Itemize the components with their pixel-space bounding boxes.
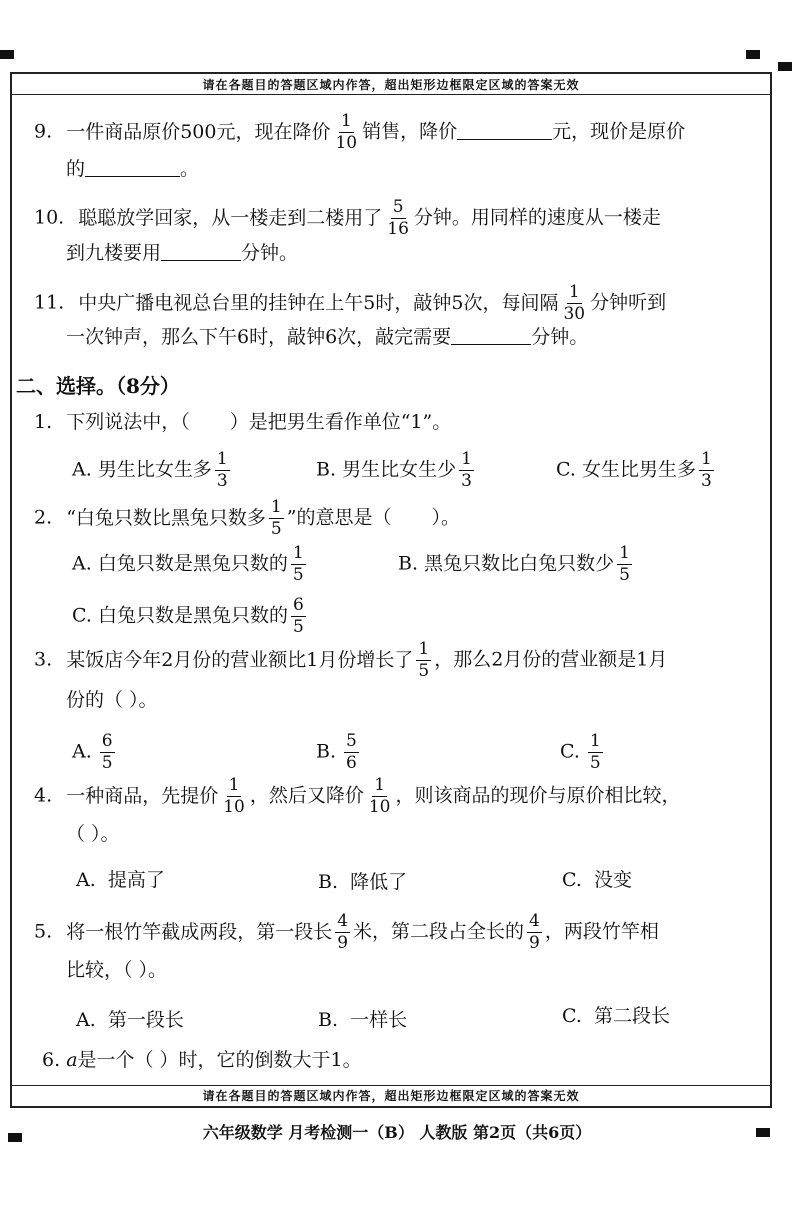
question-text: 聪聪放学回家，从一楼走到二楼用了 [78, 206, 383, 229]
question-text: 一件商品原价500元，现在降价 [66, 120, 331, 143]
registration-mark-top-left [0, 50, 14, 59]
question-text: ”的意思是（ [286, 506, 392, 529]
question-text: ，则该商品的现价与原价相比较， [395, 784, 681, 807]
question-text: 分钟。 [531, 326, 589, 348]
choice-question-4-line-2: （ ）。 [66, 823, 120, 845]
registration-mark-top-far-right [778, 62, 792, 71]
fraction: $\frac{1}{10}$ [368, 775, 391, 817]
choice-1-option-c[interactable]: C. 女生比男生多 $\frac{1}{3}$ [556, 449, 712, 491]
question-number: 11. [34, 291, 65, 314]
question-11-line-2 [66, 324, 588, 349]
choice-5-option-c[interactable]: C. 第二段长 [562, 1005, 671, 1027]
question-text: 米，第二段占全长的 [353, 920, 525, 943]
choice-3-option-c[interactable]: C. $\frac{1}{5}$ [560, 731, 601, 773]
choice-4-option-a[interactable]: A. 提高了 [76, 869, 165, 891]
question-text: 某饭店今年2月份的营业额比1月份增长了 [66, 648, 414, 671]
question-text: 一种商品，先提价 [66, 784, 219, 807]
answer-blank[interactable] [161, 240, 241, 261]
question-text: ）。 [431, 506, 460, 529]
question-text: 到九楼要用 [66, 242, 162, 264]
choice-4-option-c[interactable]: C. 没变 [562, 869, 633, 891]
question-text: 分钟听到 [590, 291, 667, 314]
choice-2-option-b[interactable]: B. 黑兔只数比白兔只数少 $\frac{1}{5}$ [398, 543, 630, 585]
choice-2-option-a[interactable]: A. 白兔只数是黑兔只数的 $\frac{1}{5}$ [72, 543, 304, 585]
registration-mark-top-right [746, 50, 760, 59]
question-number: 2. [34, 506, 53, 529]
question-number: 6. [42, 1049, 61, 1071]
fraction: $\frac{1}{5}$ [418, 639, 430, 681]
choice-1-option-b[interactable]: B. 男生比女生少 $\frac{1}{3}$ [316, 449, 472, 491]
choice-5-option-a[interactable]: A. 第一段长 [76, 1009, 184, 1031]
answer-blank[interactable] [85, 156, 180, 177]
question-text: 销售，降价 [362, 120, 458, 143]
question-9-line-2 [66, 156, 199, 181]
choice-1-option-a[interactable]: A. 男生比女生多 $\frac{1}{3}$ [72, 449, 228, 491]
choice-question-2 [34, 498, 460, 539]
choice-question-5-line-1 [34, 912, 659, 953]
question-10-line-1 [34, 198, 661, 239]
question-text: 中央广播电视总台里的挂钟在上午5时，敲钟5次，每间隔 [78, 291, 559, 314]
question-number: 4. [34, 784, 53, 807]
question-11-line-1 [34, 283, 666, 324]
question-text: 将一根竹竿截成两段，第一段长 [66, 920, 333, 943]
question-text: 的 [66, 158, 86, 180]
fraction: $\frac{1}{10}$ [335, 111, 358, 153]
choice-3-option-b[interactable]: B. $\frac{5}{6}$ [316, 731, 357, 773]
question-text: 。 [180, 158, 200, 180]
question-text: “白兔只数比黑兔只数多 [66, 506, 266, 529]
fraction: $\frac{4}{9}$ [529, 911, 540, 953]
question-number: 9. [34, 120, 53, 143]
fraction: $\frac{5}{16}$ [387, 197, 409, 239]
header-divider [12, 94, 770, 95]
answer-blank[interactable] [451, 324, 531, 345]
fraction: $\frac{1}{30}$ [563, 282, 586, 324]
question-number: 3. [34, 648, 53, 671]
fraction: $\frac{1}{5}$ [270, 497, 282, 539]
question-text: 元，现价是原价 [552, 120, 686, 143]
choice-2-option-c[interactable]: C. 白兔只数是黑兔只数的 $\frac{6}{5}$ [72, 595, 304, 637]
choice-5-option-b[interactable]: B. 一样长 [318, 1009, 408, 1031]
question-number: 10. [34, 206, 65, 229]
choice-question-6 [42, 1048, 362, 1072]
question-text: ，那么2月份的营业额是1月 [434, 648, 668, 671]
question-number: 5. [34, 920, 53, 943]
footer-divider [12, 1085, 770, 1086]
question-number: 1. [34, 411, 53, 433]
question-text: ）是把男生看作单位“1”。 [229, 411, 452, 433]
question-text: ，然后又降价 [249, 784, 364, 807]
answer-blank[interactable] [457, 119, 552, 140]
choice-question-5-line-2: 比较，（ ）。 [66, 959, 168, 981]
header-notice: 请在各题目的答题区域内作答，超出矩形边框限定区域的答案无效 [202, 78, 580, 92]
question-text: 分钟。 [241, 242, 299, 264]
choice-question-3-line-2: 份的（ ）。 [66, 689, 158, 711]
section-2-title: 二、选择。（8分） [16, 374, 180, 398]
choice-3-option-a[interactable]: A. $\frac{6}{5}$ [72, 731, 113, 773]
page-footer: 六年级数学 月考检测一（B） 人教版 第2页（共6页） [202, 1123, 592, 1142]
question-9-line-1 [34, 112, 685, 153]
choice-4-option-b[interactable]: B. 降低了 [318, 871, 408, 893]
question-10-line-2 [66, 240, 298, 265]
fraction: $\frac{4}{9}$ [337, 911, 349, 953]
question-text: ，两段竹竿相 [544, 920, 659, 943]
choice-question-3-line-1 [34, 640, 667, 681]
footer-notice: 请在各题目的答题区域内作答，超出矩形边框限定区域的答案无效 [202, 1089, 580, 1103]
choice-question-4-line-1 [34, 776, 681, 817]
question-text: 一次钟声，那么下午6时，敲钟6次，敲完需要 [66, 326, 452, 348]
variable-a: a [66, 1049, 78, 1071]
question-text: 是一个（ ）时，它的倒数大于1。 [77, 1049, 362, 1071]
question-text: 分钟。用同样的速度从一楼走 [413, 206, 661, 229]
choice-question-1 [34, 410, 451, 434]
fraction: $\frac{1}{10}$ [223, 775, 245, 817]
question-text: 下列说法中，（ [66, 411, 190, 433]
